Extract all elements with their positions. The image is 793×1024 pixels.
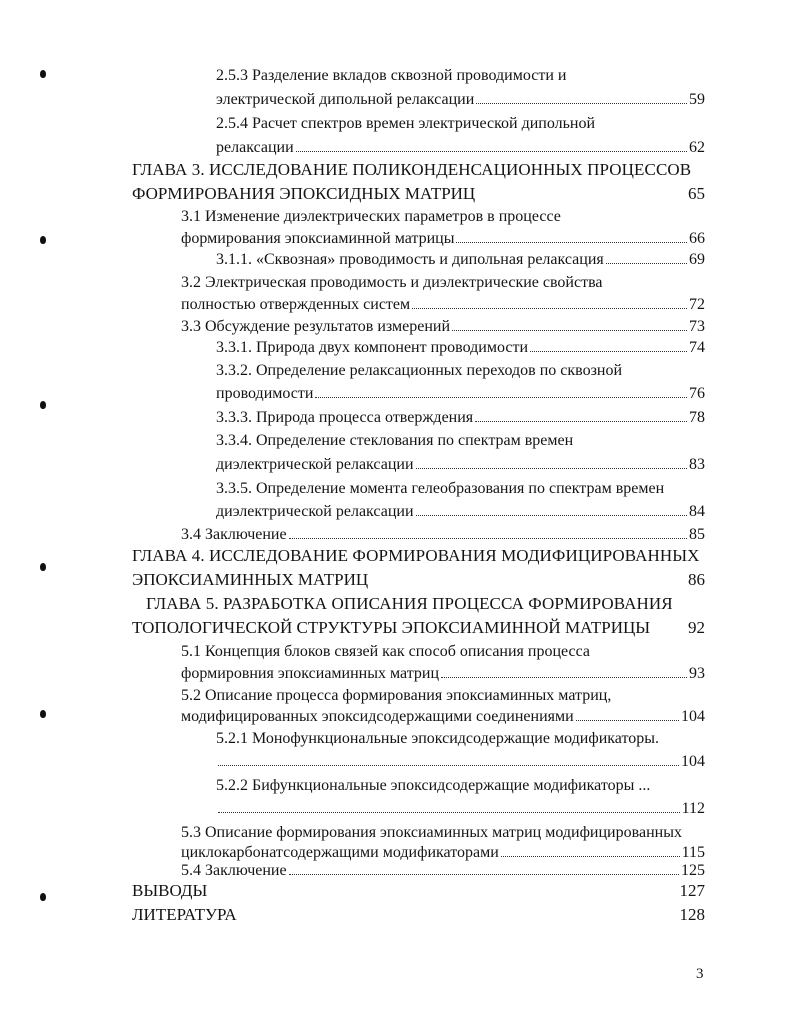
toc-page-number: 104: [681, 708, 705, 725]
toc-page-number: 65: [688, 184, 705, 203]
toc-entry-text: 3.3.3. Природа процесса отверждения: [216, 409, 474, 426]
toc-5-2-2-line2: [216, 799, 705, 819]
toc-3-3-3: [216, 408, 705, 428]
toc-3-3-2-line1: 3.3.2. Определение релаксационных переходов по сквозной: [216, 362, 623, 379]
dot-leader: [218, 812, 680, 813]
dot-leader: [412, 308, 687, 309]
dot-leader: [452, 330, 687, 331]
toc-page-number: 66: [689, 230, 705, 247]
toc-3-3-4-line2: [216, 455, 705, 475]
toc-page-number: 73: [689, 318, 705, 335]
toc-page-number: 76: [689, 385, 705, 402]
dot-leader: [218, 765, 679, 766]
dot-leader: [501, 856, 680, 857]
toc-page-number: 59: [689, 91, 705, 108]
toc-entry-text: диэлектрической релаксации: [216, 456, 414, 473]
dot-leader: [296, 151, 687, 152]
dot-leader: [441, 677, 687, 678]
toc-conclusions: [132, 880, 705, 902]
toc-entry-text: 5.4 Заключение: [181, 862, 287, 879]
toc-page-number: 86: [688, 570, 705, 589]
toc-entry-text: 3.4 Заключение: [181, 526, 287, 543]
dot-leader: [289, 874, 679, 875]
toc-3-3-5-line2: [216, 502, 705, 522]
toc-entry-text: ЭПОКСИАМИННЫХ МАТРИЦ: [132, 570, 369, 589]
toc-chapter-3-line2: [132, 183, 705, 205]
toc-5-1-line1: 5.1 Концепция блоков связей как способ описания процесса: [181, 643, 591, 660]
page-number: 3: [696, 966, 704, 982]
toc-entry-text: формирования эпоксиаминной матрицы: [181, 230, 455, 247]
toc-3-3-1: [216, 338, 705, 358]
toc-3-2-line1: 3.2 Электрическая проводимость и диэлектрические свойства: [181, 274, 603, 291]
punch-mark-1: [40, 70, 46, 78]
toc-3-1-line2: [181, 229, 705, 249]
toc-entry-text: ТОПОЛОГИЧЕСКОЙ СТРУКТУРЫ ЭПОКСИАМИННОЙ МАТРИЦЫ: [132, 618, 651, 637]
toc-2-5-3-line2: [216, 90, 705, 110]
toc-entry-text: ЛИТЕРАТУРА: [132, 905, 237, 924]
toc-3-1-line1: 3.1 Изменение диэлектрических параметров в процессе: [181, 208, 561, 225]
dot-leader: [456, 242, 687, 243]
toc-5-2-2-line1: 5.2.2 Бифункциональные эпоксидсодержащие модификаторы ...: [216, 777, 651, 794]
toc-chapter-4-line1: ГЛАВА 4. ИССЛЕДОВАНИЕ ФОРМИРОВАНИЯ МОДИФИЦИРОВАННЫХ: [132, 546, 700, 565]
toc-entry-text: ФОРМИРОВАНИЯ ЭПОКСИДНЫХ МАТРИЦ: [132, 184, 476, 203]
toc-5-2-line2: [181, 707, 705, 727]
toc-entry-text: 3.3 Обсуждение результатов измерений: [181, 318, 451, 335]
punch-mark-4: [40, 563, 46, 571]
toc-chapter-3-line1: ГЛАВА 3. ИССЛЕДОВАНИЕ ПОЛИКОНДЕНСАЦИОННЫХ ПРОЦЕССОВ: [132, 160, 692, 179]
toc-chapter-4-line2: [132, 569, 705, 591]
toc-page-number: 125: [681, 862, 705, 879]
toc-3-3: [181, 317, 705, 337]
toc-3-3-2-line2: [216, 384, 705, 404]
toc-entry-text: модифицированных эпоксидсодержащими соединениями: [181, 708, 574, 725]
dot-leader: [476, 103, 687, 104]
toc-chapter-5-line2: [132, 617, 705, 639]
toc-5-1-line2: [181, 664, 705, 684]
toc-entry-text: ВЫВОДЫ: [132, 881, 208, 900]
toc-5-3-line2: [181, 843, 705, 863]
toc-entry-text: релаксации: [216, 139, 294, 156]
toc-entry-text: электрической дипольной релаксации: [216, 91, 475, 108]
toc-3-4: [181, 525, 705, 545]
toc-entry-text: диэлектрической релаксации: [216, 503, 414, 520]
toc-5-3-line1: 5.3 Описание формирования эпоксиаминных матриц модифицированных: [181, 824, 682, 841]
toc-page-number: 74: [689, 339, 705, 356]
toc-page-number: 72: [689, 296, 705, 313]
toc-entry-text: проводимости: [216, 385, 314, 402]
dot-leader: [416, 515, 688, 516]
dot-leader: [315, 397, 687, 398]
punch-mark-5: [40, 710, 46, 718]
toc-page-number: 104: [681, 753, 705, 770]
toc-3-2-line2: [181, 295, 705, 315]
toc-2-5-3-line1: 2.5.3 Разделение вкладов сквозной проводимости и: [216, 67, 567, 84]
toc-literature: [132, 904, 705, 926]
toc-3-3-4-line1: 3.3.4. Определение стеклования по спектрам времен: [216, 432, 574, 449]
toc-page-number: 85: [689, 526, 705, 543]
dot-leader: [289, 538, 687, 539]
toc-page-number: 69: [689, 251, 705, 268]
toc-entry-text: 3.3.1. Природа двух компонент проводимости: [216, 339, 529, 356]
toc-5-2-line1: 5.2 Описание процесса формирования эпоксиаминных матриц,: [181, 687, 612, 704]
toc-page-number: 84: [689, 503, 705, 520]
toc-page-number: 83: [689, 456, 705, 473]
toc-page-number: 93: [689, 665, 705, 682]
toc-entry-text: полностью отвержденных систем: [181, 296, 411, 313]
toc-page-number: 127: [679, 881, 705, 900]
dot-leader: [475, 421, 687, 422]
toc-entry-text: циклокарбонатсодержащими модификаторами: [181, 844, 499, 861]
toc-entry-text: 3.1.1. «Сквозная» проводимость и дипольная релаксация: [216, 251, 604, 268]
punch-mark-3: [40, 401, 46, 409]
toc-page-number: 128: [679, 905, 705, 924]
toc-5-2-1-line2: [216, 752, 705, 772]
toc-3-3-5-line1: 3.3.5. Определение момента гелеобразования по спектрам времен: [216, 480, 665, 497]
punch-mark-6: [40, 893, 46, 901]
toc-5-2-1-line1: 5.2.1 Монофункциональные эпоксидсодержащие модификаторы.: [216, 730, 659, 747]
dot-leader: [576, 720, 679, 721]
dot-leader: [606, 263, 687, 264]
toc-page-number: 92: [688, 618, 705, 637]
dot-leader: [416, 468, 688, 469]
toc-page-number: 115: [681, 844, 705, 861]
toc-page-number: 112: [681, 800, 705, 817]
toc-page-number: 62: [689, 139, 705, 156]
toc-2-5-4-line2: [216, 138, 705, 158]
toc-3-1-1: [216, 250, 705, 270]
toc-5-4: [181, 861, 705, 881]
toc-2-5-4-line1: 2.5.4 Расчет спектров времен электрической дипольной: [216, 115, 596, 132]
toc-page-number: 78: [689, 409, 705, 426]
dot-leader: [530, 351, 687, 352]
punch-mark-2: [40, 236, 46, 244]
toc-chapter-5-line1: ГЛАВА 5. РАЗРАБОТКА ОПИСАНИЯ ПРОЦЕССА ФОРМИРОВАНИЯ: [146, 594, 673, 613]
toc-entry-text: формировния эпоксиаминных матриц: [181, 665, 439, 682]
